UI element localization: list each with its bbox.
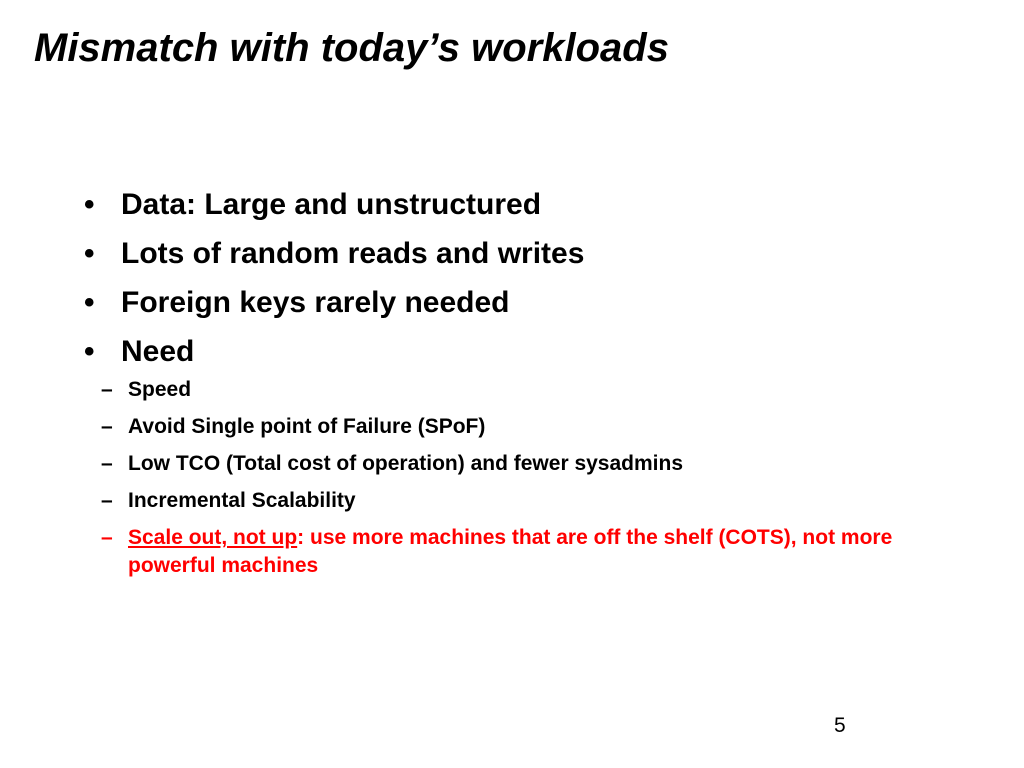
bullet-list (84, 180, 904, 589)
sub-item (84, 413, 904, 441)
bullet-text: Need (121, 335, 195, 368)
need-sublist-container (84, 376, 904, 580)
bullet-text: Lots of random reads and writes (121, 237, 585, 270)
highlight-underlined-text: Scale out, not up (128, 526, 298, 549)
bullet-marker: • (84, 286, 95, 319)
bullet-text: Data: Large and unstructured (121, 188, 542, 221)
bullet-marker: • (84, 237, 95, 270)
page-number: 5 (834, 714, 846, 737)
sub-item-text: Avoid Single point of Failure (SPoF) (128, 415, 486, 438)
sub-marker: – (101, 415, 113, 438)
sub-marker: – (101, 489, 113, 512)
sub-item-text: Speed (128, 378, 192, 401)
sub-item-highlight (84, 524, 904, 580)
sub-item-text: Low TCO (Total cost of operation) and fewer sysadmins (128, 452, 684, 475)
sub-item (84, 376, 904, 404)
sub-marker: – (101, 526, 113, 549)
bullet-item-need (84, 327, 904, 376)
highlight-rest-text: : use more machines that are off the shelf (COTS), not more powerful machines (128, 526, 893, 577)
bullet-marker: • (84, 335, 95, 368)
sub-item-text: Incremental Scalability (128, 489, 356, 512)
bullet-item (84, 180, 904, 229)
sub-marker: – (101, 452, 113, 475)
sub-item (84, 487, 904, 515)
bullet-item (84, 229, 904, 278)
bullet-marker: • (84, 188, 95, 221)
sub-marker: – (101, 378, 113, 401)
bullet-text: Foreign keys rarely needed (121, 286, 510, 319)
need-sublist (84, 376, 904, 580)
bullet-item (84, 278, 904, 327)
slide-title: Mismatch with today’s workloads (34, 26, 669, 70)
sub-item (84, 450, 904, 478)
